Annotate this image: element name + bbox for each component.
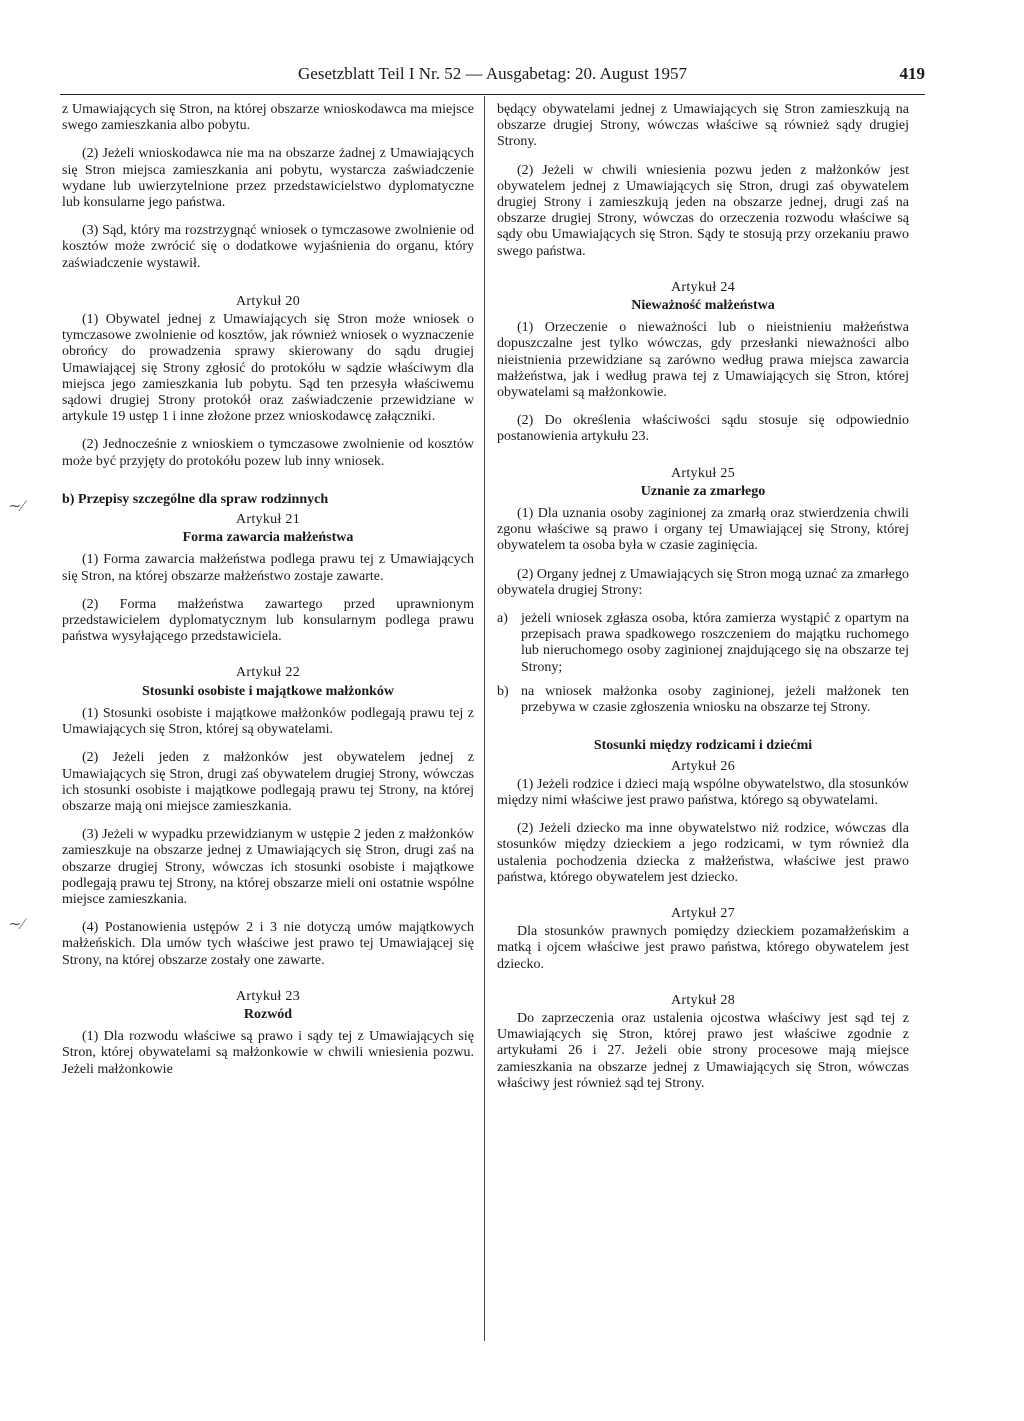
article-heading: Artykuł 22 — [235, 665, 301, 681]
article-heading: Artykuł 25 — [670, 465, 736, 481]
article-title: Forma zawarcia małżeństwa — [182, 530, 354, 546]
article-title: Uznanie za zmarłego — [640, 483, 766, 499]
paragraph: (4) Postanowienia ustępów 2 i 3 nie dotyczą umów majątkowych małżeńskich. Dla umów tych właściwe jest prawo tej Umawiającej się Strony, na której obszarze zostały one zawarte. — [62, 920, 474, 968]
list-item-text: na wniosek małżonka osoby zaginionej, jeżeli małżonek ten przebywa w czasie zgłoszenia wniosku na obszarze tej Strony. — [521, 683, 909, 716]
paragraph: (2) Jednocześnie z wnioskiem o tymczasowe zwolnienie od kosztów może być przyjęty do protokółu pozew lub inny wniosek. — [62, 437, 474, 469]
paragraph: (1) Orzeczenie o nieważności lub o nieistnieniu małżeństwa dopuszczalne jest tylko wówczas, gdy przesłanki nieważności albo nieistnienia przewidziane są zarówno według prawa miejsca zawarcia małżeństwa, jak i według prawa tej z Umawiających się Stron, której obywatelami są małżonkowie. — [497, 320, 909, 401]
list-item-label: a) — [497, 611, 508, 627]
list-item — [497, 611, 909, 676]
paragraph: (2) Jeżeli dziecko ma inne obywatelstwo niż rodzice, wówczas dla stosunków między dzieckiem a jego rodzicami, w tym również dla ustalenia pochodzenia dziecka z małżeństwa, właściwe jest prawo państwa, którego obywatelem jest dziecko. — [497, 821, 909, 885]
article-title: Nieważność małżeństwa — [631, 298, 775, 314]
paragraph: (2) Forma małżeństwa zawartego przed uprawnionym przedstawicielem dyplomatycznym lub konsularnym podlega prawu państwa wysyłającego przedstawiciela. — [62, 596, 474, 645]
paragraph: będący obywatelami jednej z Umawiających się Stron zamieszkują na obszarze drugiej Strony, wówczas właściwe są również sądy drugiej Strony. — [497, 102, 909, 150]
page-number: 419 — [899, 64, 925, 83]
list-item — [497, 684, 909, 716]
article-heading: Artykuł 27 — [670, 905, 736, 921]
paragraph: (2) Jeżeli jeden z małżonków jest obywatelem jednej z Umawiających się Stron, drugi zaś obywatelem drugiej Strony, wówczas ich stosunki osobiste i majątkowe podlegają prawu tej Strony, na której obszarze mają oni miejsce zamieszkania. — [62, 750, 474, 814]
list-item-text: jeżeli wniosek zgłasza osoba, która zamierza wystąpić z opartym na przepisach prawa spadkowego roszczeniem do majątku ruchomego lub nieruchomego osoby zaginionej znajdującego się na obszarze tej Strony; — [521, 611, 909, 675]
article-heading: Artykuł 24 — [670, 279, 736, 295]
list-item-label: b) — [497, 683, 509, 699]
article-heading: Artykuł 26 — [670, 758, 736, 774]
paragraph: (2) Jeżeli w chwili wniesienia pozwu jeden z małżonków jest obywatelem jednej z Umawiających się Stron, drugi zaś obywatelem drugiej Strony i zamieszkują jeden na obszarze jednej, drugi zaś na obszarze drugiej Strony, wówczas do orzeczenia rozwodu właściwe są sądy obu Umawiających się Stron. Sądy te stosują przy orzekaniu prawo swego państwa. — [497, 162, 909, 259]
article-heading: Artykuł 23 — [235, 988, 301, 1004]
paragraph: (2) Jeżeli wnioskodawca nie ma na obszarze żadnej z Umawiających się Stron miejsca zamieszkania ani pobytu, wystarcza zaświadczenie wydane lub uwierzytelnione przez przedstawicielstwo dyplomatyczne lub konsularne jego państwa. — [62, 146, 474, 211]
paragraph: Do zaprzeczenia oraz ustalenia ojcostwa właściwy jest sąd tej z Umawiających się Stron, której prawo jest właściwe zgodnie z artykułami 26 i 27. Jeżeli obie strony procesowe mają miejsce zamieszkania na obszarze jednej z Umawiających się Stron, wówczas właściwy jest również sąd tej Strony. — [497, 1010, 909, 1091]
right-column — [497, 102, 909, 1104]
paragraph: (1) Jeżeli rodzice i dzieci mają wspólne obywatelstwo, dla stosunków między nimi właściwe jest prawo państwa, którego są obywatelami. — [497, 776, 909, 808]
article-title: Rozwód — [243, 1006, 293, 1022]
paragraph: (1) Dla uznania osoby zaginionej za zmarłą oraz stwierdzenia chwili zgonu właściwe są prawo i organy tej Umawiającej się Strony, której obywatelem ta osoba była w czasie zaginięcia. — [497, 506, 909, 554]
paragraph: (1) Forma zawarcia małżeństwa podlega prawu tej z Umawiających się Stron, na której obszarze małżeństwo zostaje zawarte. — [62, 552, 474, 584]
paragraph: (2) Organy jednej z Umawiających się Stron mogą uznać za zmarłego obywatela drugiej Strony: — [497, 566, 909, 598]
paragraph: (1) Stosunki osobiste i majątkowe małżonków podlegają prawu tej z Umawiających się Stron, której są obywatelami. — [62, 705, 474, 738]
paragraph: (1) Obywatel jednej z Umawiających się Stron może wniosek o tymczasowe zwolnienie od kosztów, jak również wniosek o wyznaczenie obrońcy do prowadzenia sprawy skierowany do sądu drugiej Umawiającej się Strony zgłosić do protokółu w sądzie właściwym dla miejsca jego zamieszkania lub pobytu. Sąd ten przesyła właściwemu sądowi drugiej Strony protokół oraz zaświadczenie przewidziane w artykule 19 ustęp 1 i inne złożone przez wnioskodawcę załączniki. — [62, 312, 474, 425]
section-heading: b) Przepisy szczególne dla spraw rodzinnych — [62, 491, 329, 507]
paragraph: (3) Jeżeli w wypadku przewidzianym w ustępie 2 jeden z małżonków zamieszkuje na obszarze jednej z Umawiających się Stron, drugi zaś na obszarze drugiej Strony, wówczas ich stosunki osobiste i majątkowe podlegają prawu tej Strony, na której obszarze mieli oni ostatnie wspólne miejsce zamieszkania. — [62, 827, 474, 907]
paragraph: (3) Sąd, który ma rozstrzygnąć wniosek o tymczasowe zwolnienie od kosztów może zwrócić się o dodatkowe wyjaśnienia do organu, który zaświadczenie wystawił. — [62, 223, 474, 271]
paragraph: Dla stosunków prawnych pomiędzy dzieckiem pozamałżeńskim a matką i ojcem właściwe jest prawo państwa, którego obywatelem jest dziecko. — [497, 924, 909, 972]
article-heading: Artykuł 21 — [235, 512, 301, 528]
left-column — [62, 102, 474, 1090]
article-heading: Artykuł 20 — [235, 293, 301, 309]
column-divider — [484, 96, 485, 1341]
header-rule — [60, 94, 925, 95]
margin-mark-checkmark: ∼⁄ — [8, 498, 25, 515]
paragraph: (1) Dla rozwodu właściwe są prawo i sądy tej z Umawiających się Stron, której obywatelami są małżonkowie w chwili wniesienia pozwu. Jeżeli małżonkowie — [62, 1029, 474, 1077]
page-header — [60, 60, 925, 90]
margin-mark-checkmark: ∼⁄ — [8, 916, 25, 933]
article-title: Stosunki osobiste i majątkowe małżonków — [141, 683, 395, 699]
header-title: Gesetzblatt Teil I Nr. 52 — Ausgabetag: 20. August 1957 — [298, 64, 687, 83]
paragraph: (2) Do określenia właściwości sądu stosuje się odpowiednio postanowienia artykułu 23. — [497, 413, 909, 445]
section-heading: Stosunki między rodzicami i dziećmi — [593, 738, 813, 754]
paragraph: z Umawiających się Stron, na której obszarze wnioskodawca ma miejsce swego zamieszkania albo pobytu. — [62, 102, 474, 134]
article-heading: Artykuł 28 — [670, 992, 736, 1008]
